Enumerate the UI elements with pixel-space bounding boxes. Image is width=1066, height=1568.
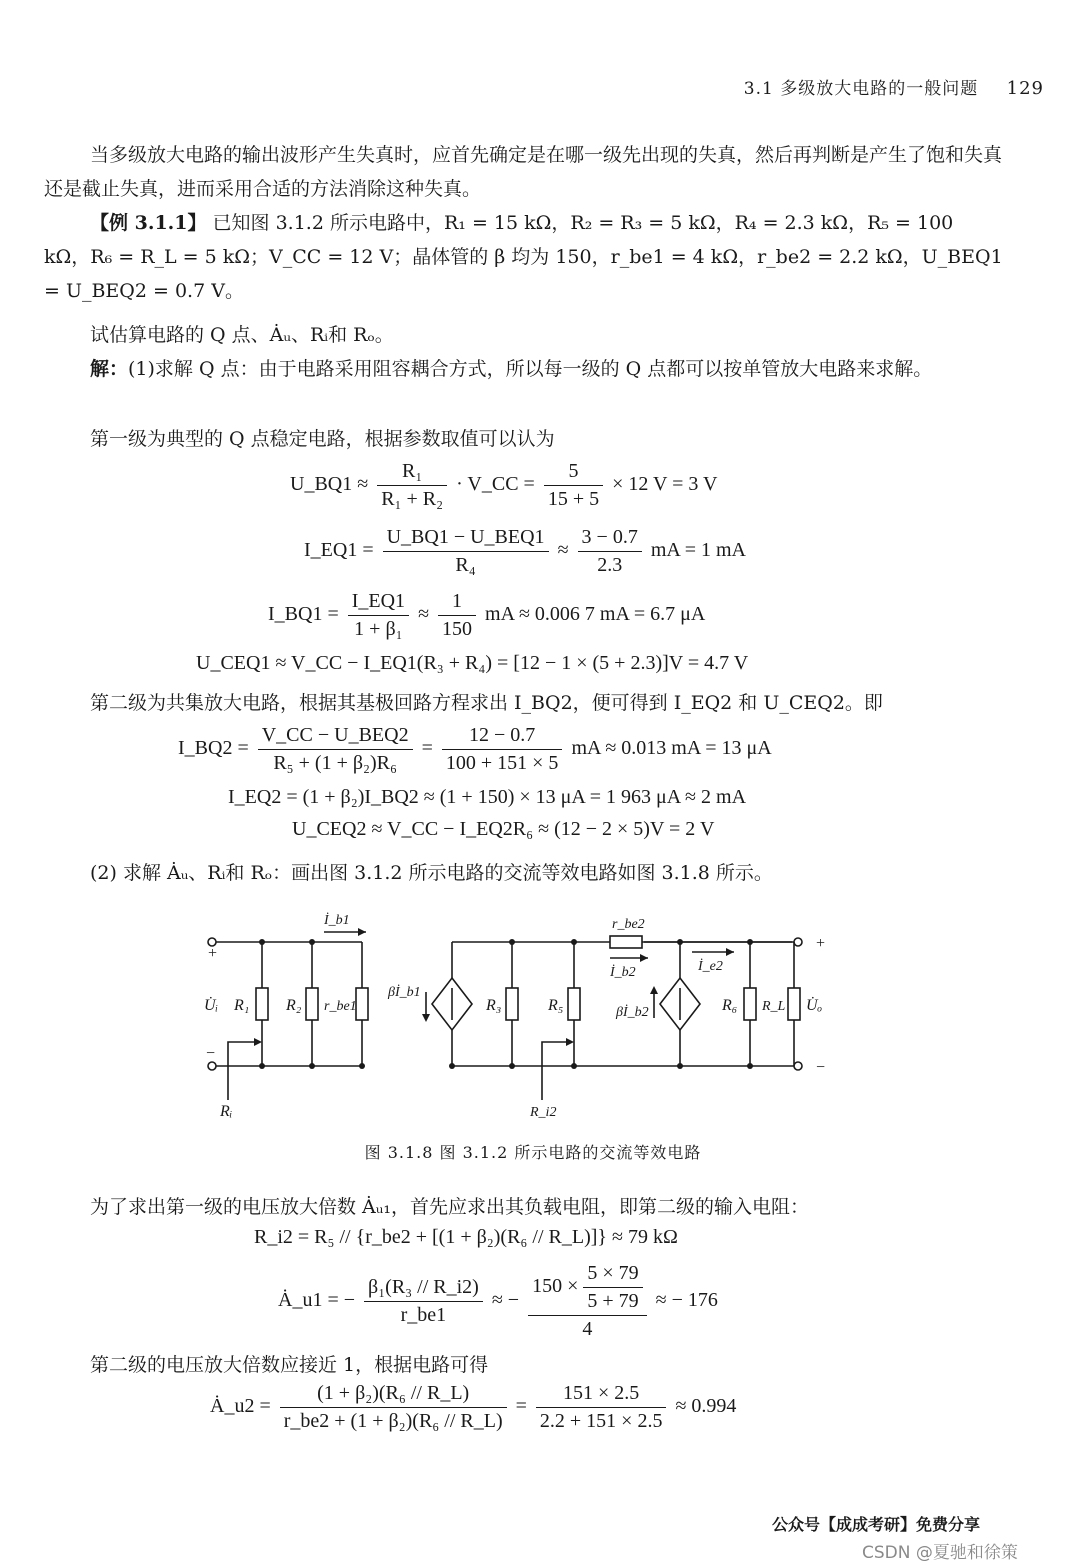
resistor-rl [788, 988, 800, 1020]
input-terminal-bottom [208, 1062, 216, 1070]
page-number: 129 [1006, 78, 1044, 99]
equation-ubq1: U_BQ1 ≈ $\frac{\text{R₁}}{\text{R₁ + R₂}}$ · V_CC = $\frac{5}{15 + 5}$ × 12 V = 3 V [290, 460, 718, 510]
label-ri: Rᵢ [220, 1103, 233, 1120]
csdn-watermark: CSDN @夏驰和徐策 [862, 1543, 1018, 1563]
equation-au1: Ȧ_u1 = − $\frac{\text{β₁(R₃ // R\_i2)}}{r\_be1}$ ≈ − 150 × $\frac{5 \times 79}{5 + 79}$ 4 ≈ − 176 [278, 1262, 718, 1340]
example-label: 【例 3.1.1】 [90, 212, 207, 234]
label-r6: R₆ [722, 997, 738, 1014]
label-rl: R_L [762, 999, 786, 1014]
example-body: 已知图 3.1.2 所示电路中，R₁ = 15 kΩ，R₂ = R₃ = 5 kΩ，R₄ = 2.3 kΩ，R₅ = 100 kΩ，R₆ = R_L = 5 kΩ；V_CC = 12 V；晶体管的 β 均为 150，r_be1 = 4 kΩ，r_be2 = 2.2 kΩ，U_BEQ1 = U_BEQ2 = 0.7 V。 [44, 212, 1003, 302]
stage1-intro: 第一级为典型的 Q 点稳定电路，根据参数取值可以认为 [90, 428, 555, 450]
label-src2: βİ_b2 [616, 1005, 649, 1020]
solve-label: 解： [90, 358, 129, 380]
equation-ieq2: I_EQ2 = (1 + β₂)I_BQ2 ≈ (1 + 150) × 13 μA = 1 963 μA ≈ 2 mA [228, 786, 747, 808]
label-plus-out: + [816, 935, 826, 952]
resistor-rbe1 [356, 988, 368, 1020]
equation-uceq2: U_CEQ2 ≈ V_CC − I_EQ2R₆ ≈ (12 − 2 × 5)V = 2 V [292, 818, 715, 840]
figure-caption: 图 3.1.8 图 3.1.2 所示电路的交流等效电路 [364, 1143, 702, 1162]
resistor-r6 [744, 988, 756, 1020]
equation-uceq1: U_CEQ1 ≈ V_CC − I_EQ1(R₃ + R₄) = [12 − 1 × (5 + 2.3)]V = 4.7 V [196, 652, 749, 674]
output-terminal-top [794, 938, 802, 946]
task-line: 试估算电路的 Q 点、Ȧᵤ、Rᵢ和 Rₒ。 [90, 324, 394, 346]
equation-au2: Ȧ_u2 = $\frac{\text{(1 + β₂)(R₆ // R\_L)}}{\text{r\_be2 + (1 + β₂)(R₆ // R\_L)}}$ = $\frac{151 \times 2.5}{2.2 + 151 \times 2.5}$ ≈ 0.994 [210, 1382, 737, 1432]
label-plus-in: + [208, 945, 218, 962]
label-r3: R₃ [486, 997, 502, 1014]
resistor-rbe2 [610, 936, 642, 948]
label-r2: R₂ [286, 997, 302, 1014]
solve-body: (1)求解 Q 点：由于电路采用阻容耦合方式，所以每一级的 Q 点都可以按单管放大电路来求解。 [128, 358, 933, 380]
label-rbe1: r_be1 [324, 999, 357, 1014]
label-ie2: İ_e2 [698, 959, 723, 974]
label-ib2: İ_b2 [610, 965, 636, 980]
gain1-intro: 为了求出第一级的电压放大倍数 Ȧᵤ₁，首先应求出其负载电阻，即第二级的输入电阻： [90, 1196, 809, 1218]
label-minus-in: − [206, 1045, 216, 1062]
equation-ieq1: I_EQ1 = $\frac{\text{U\_BQ1 − U\_BEQ1}}{\text{R₄}}$ ≈ $\frac{3 - 0.7}{2.3}$ mA = 1 mA [304, 526, 747, 576]
ac-equivalent-circuit [190, 900, 850, 1130]
example-statement [44, 206, 1004, 308]
footer-share-note: 公众号【成成考研】免费分享 [772, 1515, 981, 1534]
resistor-r3 [506, 988, 518, 1020]
label-ri2: R_i2 [530, 1105, 557, 1120]
part2-intro: (2) 求解 Ȧᵤ、Rᵢ和 Rₒ：画出图 3.1.2 所示电路的交流等效电路如图 3.1.8 所示。 [90, 862, 773, 884]
resistor-r5 [568, 988, 580, 1020]
label-rbe2: r_be2 [612, 917, 645, 932]
label-ib1: İ_b1 [324, 913, 350, 928]
label-minus-out: − [816, 1059, 826, 1076]
label-uo: U̇ₒ [806, 997, 823, 1014]
equation-ibq2: I_BQ2 = $\frac{\text{V\_CC − U\_BEQ2}}{\text{R₅ + (1 + β₂)R₆}}$ = $\frac{12 - 0.7}{100 + 151 \times 5}$ mA ≈ 0.013 mA = 13 μA [178, 724, 772, 774]
output-terminal-bottom [794, 1062, 802, 1070]
label-src1: βİ_b1 [388, 985, 421, 1000]
label-r1: R₁ [234, 997, 250, 1014]
running-header [744, 74, 1044, 99]
resistor-r1 [256, 988, 268, 1020]
label-r5: R₅ [548, 997, 564, 1014]
solution-part1 [44, 352, 1004, 386]
equation-ri2: R_i2 = R₅ // {r_be2 + [(1 + β₂)(R₆ // R_L)]} ≈ 79 kΩ [254, 1226, 678, 1248]
section-title: 3.1 多级放大电路的一般问题 [743, 79, 979, 99]
resistor-r2 [306, 988, 318, 1020]
ri-indicator [228, 1042, 258, 1100]
gain2-intro: 第二级的电压放大倍数应接近 1，根据电路可得 [90, 1354, 489, 1376]
stage2-intro: 第二级为共集放大电路，根据其基极回路方程求出 I_BQ2，便可得到 I_EQ2 和 U_CEQ2。即 [90, 692, 883, 714]
equation-ibq1: I_BQ1 = $\frac{I\_EQ1}{\text{1 + β₁}}$ ≈ $\frac{1}{150}$ mA ≈ 0.006 7 mA = 6.7 μA [268, 590, 706, 640]
ri2-indicator [542, 1042, 570, 1100]
intro-paragraph: 当多级放大电路的输出波形产生失真时，应首先确定是在哪一级先出现的失真，然后再判断是产生了饱和失真还是截止失真，进而采用合适的方法消除这种失真。 [44, 144, 1003, 200]
label-ui: U̇ᵢ [204, 997, 219, 1014]
